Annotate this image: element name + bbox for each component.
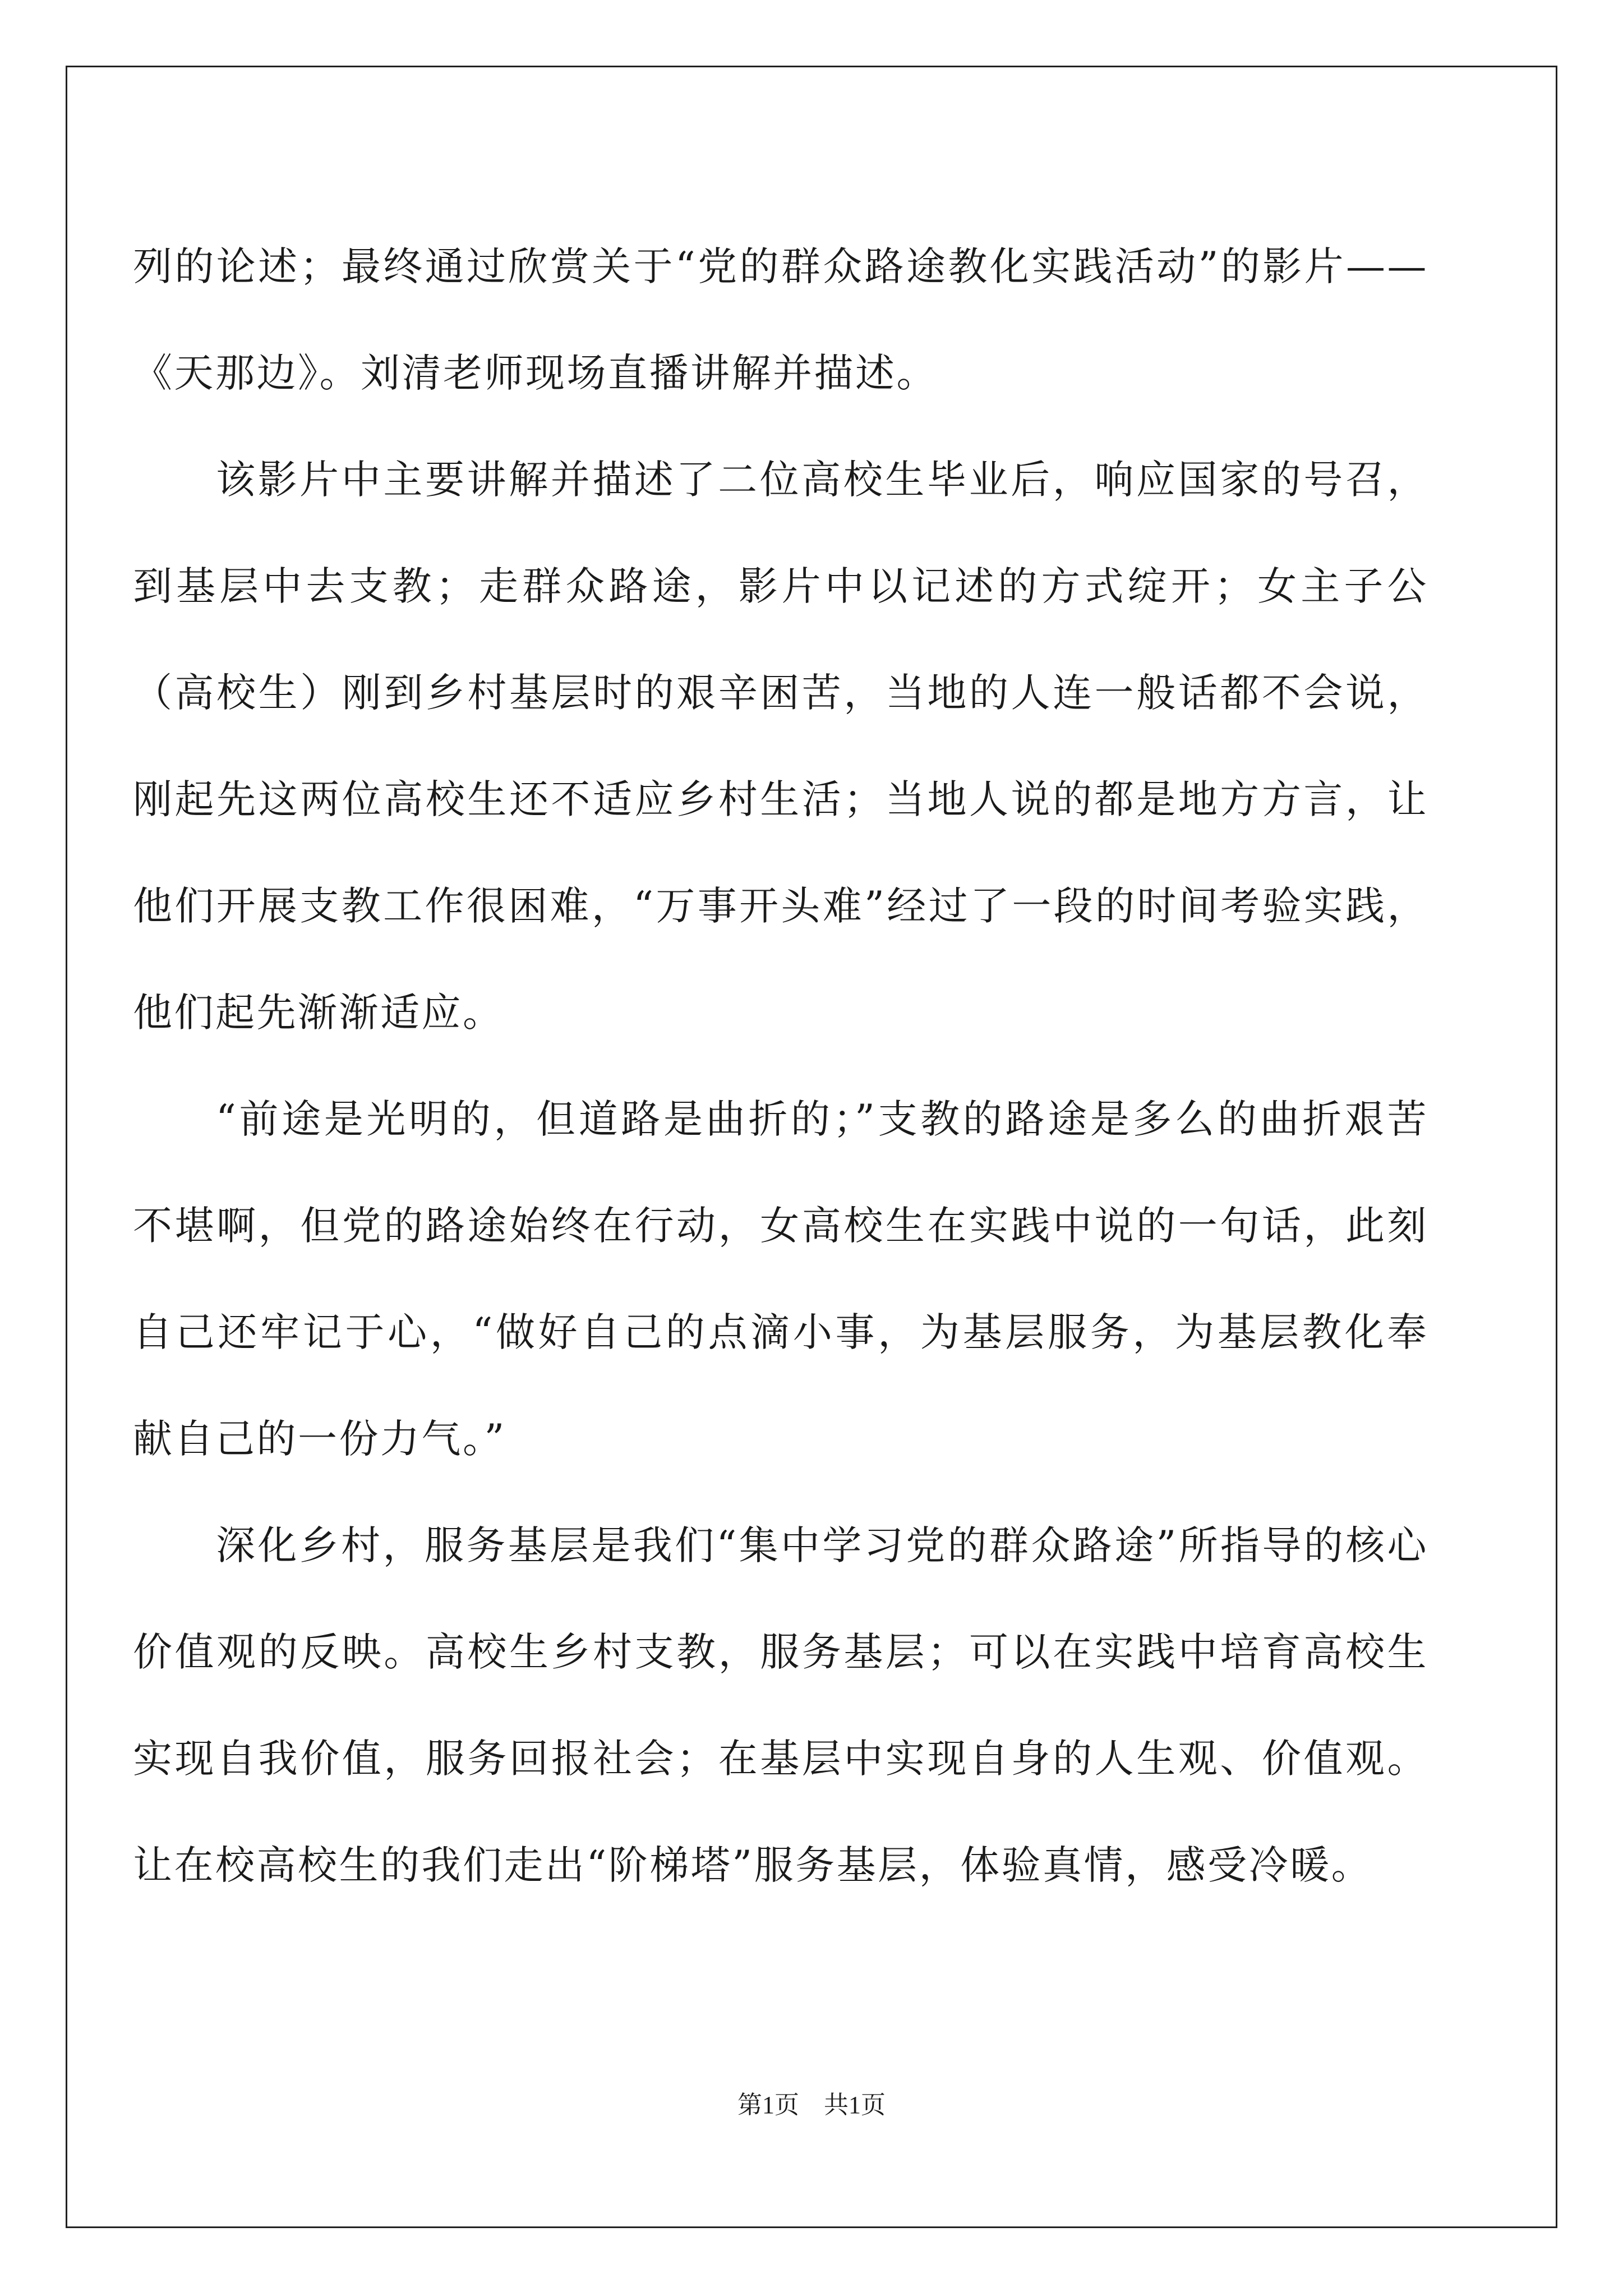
paragraph: 深化乡村，服务基层是我们“集中学习党的群众路途”所指导的核心价值观的反映。高校生乡村支教，服务基层；可以在实践中培育高校生实现自我价值，服务回报社会；在基层中实现自身的人生观、价值观。让在校高校生的我们走出“阶梯塔”服务基层，体验真情，感受冷暖。 [133,1522,1428,1888]
paragraph-continuation: 列的论述；最终通过欣赏关于“党的群众路途教化实践活动”的影片——《天那边》。刘清老师现场直播讲解并描述。 [133,243,1428,396]
document-body [133,213,1428,1918]
paragraph: “前途是光明的，但道路是曲折的；”支教的路途是多么的曲折艰苦不堪啊，但党的路途始终在行动，女高校生在实践中说的一句话，此刻自己还牢记于心，“做好自己的点滴小事，为基层服务，为基层教化奉献自己的一份力气。” [133,1096,1428,1462]
page-number-footer: 第1页 共1页 [737,2091,886,2119]
paragraph: 该影片中主要讲解并描述了二位高校生毕业后，响应国家的号召，到基层中去支教；走群众路途，影片中以记述的方式绽开；女主子公（高校生）刚到乡村基层时的艰辛困苦，当地的人连一般话都不会说，刚起先这两位高校生还不适应乡村生活；当地人说的都是地方方言，让他们开展支教工作很困难，“万事开头难”经过了一段的时间考验实践，他们起先渐渐适应。 [133,457,1428,1036]
